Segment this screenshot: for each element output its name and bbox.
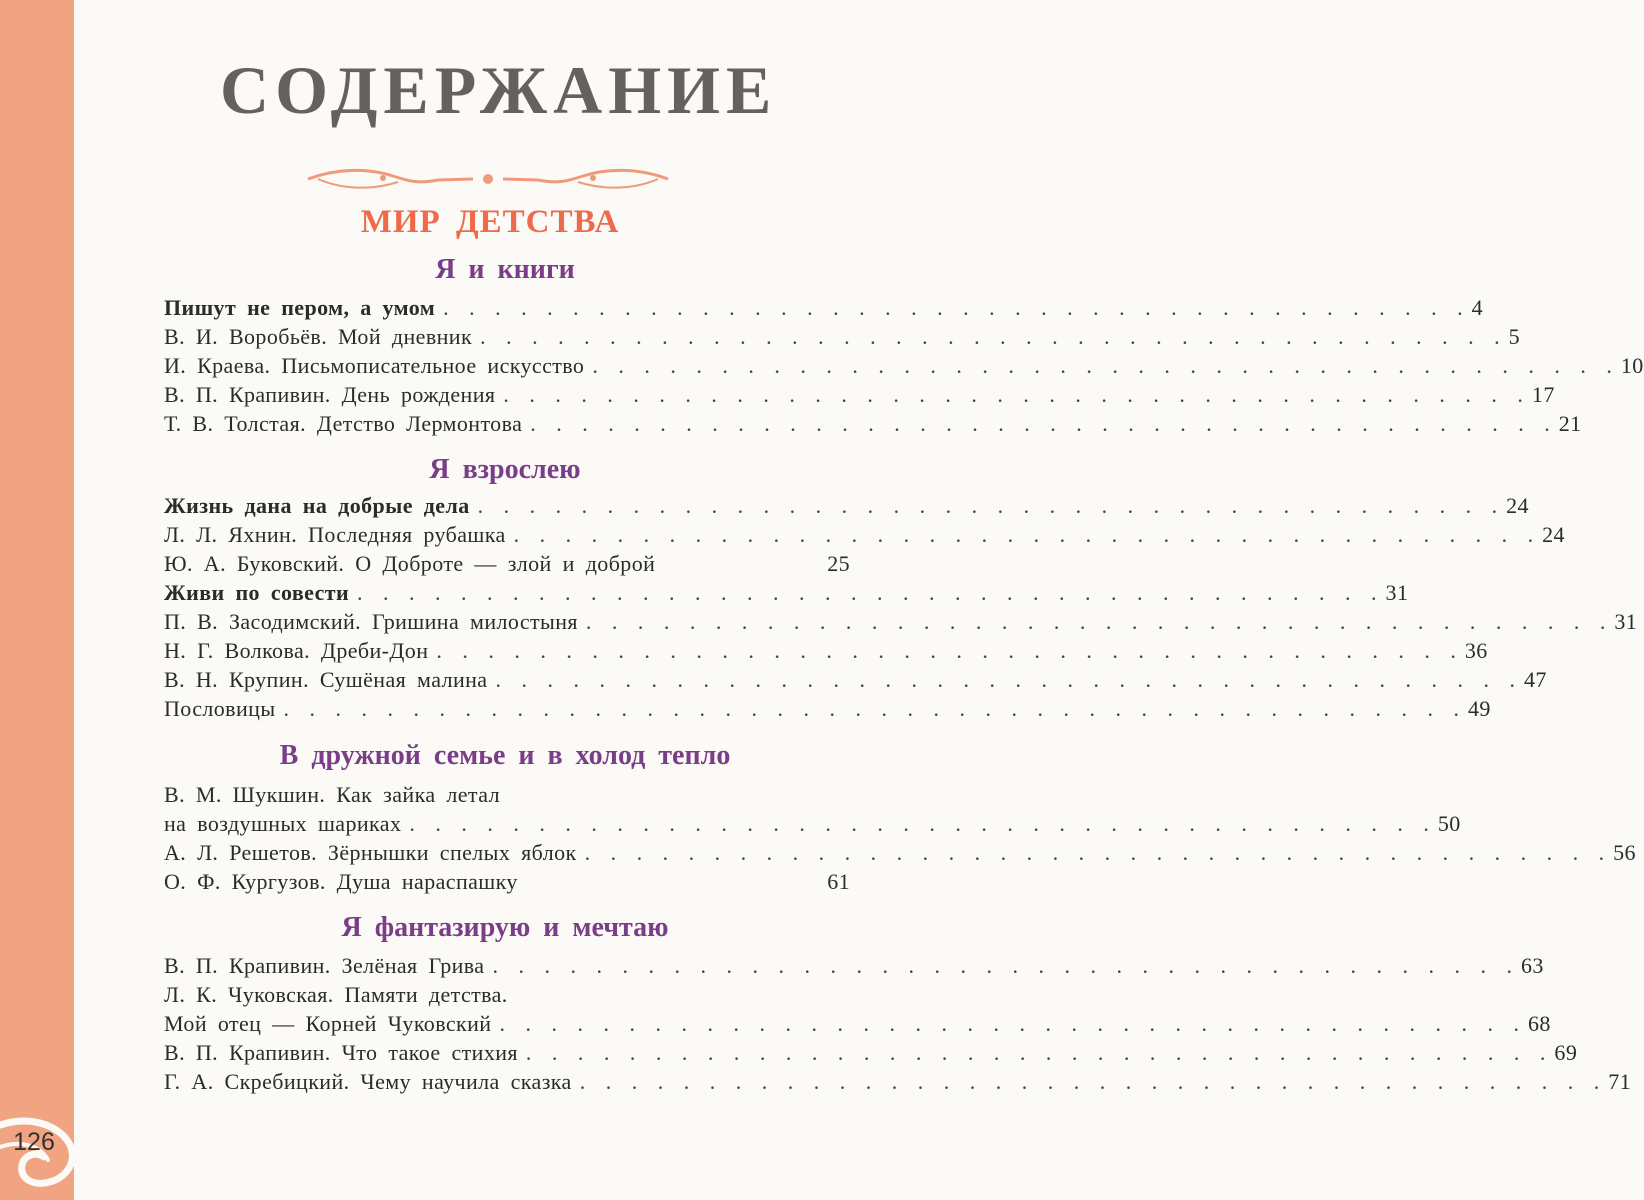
part-title: МИР ДЕТСТВА: [360, 204, 620, 240]
toc-entry[interactable]: Пословицы . . . . . . . . . . . . . . . . . . . . . . . . . . . . . . . . . . . . . . . . . . . . . . 49: [164, 696, 1491, 721]
toc-entry[interactable]: А. Л. Решетов. Зёрнышки спелых яблок . . . . . . . . . . . . . . . . . . . . . . . . . . . . . . . . . . . . . . . . 56: [164, 840, 1636, 865]
toc-entry[interactable]: Л. К. Чуковская. Памяти детства.: [164, 982, 508, 1007]
toc-entry[interactable]: В. Н. Крупин. Сушёная малина . . . . . . . . . . . . . . . . . . . . . . . . . . . . . . . . . . . . . . . . 47: [164, 667, 1547, 692]
toc-entry[interactable]: П. В. Засодимский. Гришина милостыня . . . . . . . . . . . . . . . . . . . . . . . . . . . . . . . . . . . . . . . . 31: [164, 609, 1638, 634]
toc-entry[interactable]: на воздушных шариках . . . . . . . . . . . . . . . . . . . . . . . . . . . . . . . . . . . . . . . . 50: [164, 811, 1461, 836]
toc-entry[interactable]: В. М. Шукшин. Как зайка летал: [164, 782, 500, 807]
toc-entry[interactable]: В. И. Воробьёв. Мой дневник . . . . . . . . . . . . . . . . . . . . . . . . . . . . . . . . . . . . . . . . 5: [164, 324, 1520, 349]
section-title: Я взрослею: [429, 454, 581, 485]
ornament-divider-icon: [298, 166, 678, 192]
toc-entry[interactable]: Живи по совести . . . . . . . . . . . . . . . . . . . . . . . . . . . . . . . . . . . . . . . . 31: [164, 580, 1409, 605]
toc-entry[interactable]: Н. Г. Волкова. Дреби-Дон . . . . . . . . . . . . . . . . . . . . . . . . . . . . . . . . . . . . . . . . 36: [164, 638, 1488, 663]
toc-entry[interactable]: Пишут не пером, а умом . . . . . . . . . . . . . . . . . . . . . . . . . . . . . . . . . . . . . . . . 4: [164, 295, 1484, 320]
toc-entry[interactable]: И. Краева. Письмописательное искусство . . . . . . . . . . . . . . . . . . . . . . . . . . . . . . . . . . . . . . . . 10: [164, 353, 1644, 378]
section-title: В дружной семье и в холод тепло: [279, 740, 731, 771]
toc-entry[interactable]: В. П. Крапивин. День рождения . . . . . . . . . . . . . . . . . . . . . . . . . . . . . . . . . . . . . . . . 17: [164, 382, 1555, 407]
side-color-band: [0, 0, 74, 1200]
section-title: Я фантазирую и мечтаю: [341, 912, 669, 943]
section-title: Я и книги: [435, 254, 575, 285]
toc-entry[interactable]: Г. А. Скребицкий. Чему научила сказка . . . . . . . . . . . . . . . . . . . . . . . . . . . . . . . . . . . . . . . . 71: [164, 1069, 1632, 1094]
toc-entry[interactable]: О. Ф. Кургузов. Душа нараспашку 61: [164, 869, 850, 894]
toc-entry[interactable]: Мой отец — Корней Чуковский . . . . . . . . . . . . . . . . . . . . . . . . . . . . . . . . . . . . . . . . 68: [164, 1011, 1551, 1036]
toc-entry[interactable]: Ю. А. Буковский. О Доброте — злой и доброй 25: [164, 551, 850, 576]
page-number: 126: [13, 1128, 55, 1156]
toc-entry[interactable]: В. П. Крапивин. Зелёная Грива . . . . . . . . . . . . . . . . . . . . . . . . . . . . . . . . . . . . . . . . 63: [164, 953, 1544, 978]
toc-entry[interactable]: Л. Л. Яхнин. Последняя рубашка . . . . . . . . . . . . . . . . . . . . . . . . . . . . . . . . . . . . . . . . 24: [164, 522, 1565, 547]
toc-entry[interactable]: Жизнь дана на добрые дела . . . . . . . . . . . . . . . . . . . . . . . . . . . . . . . . . . . . . . . . 24: [164, 493, 1529, 518]
toc-entry[interactable]: В. П. Крапивин. Что такое стихия . . . . . . . . . . . . . . . . . . . . . . . . . . . . . . . . . . . . . . . . 69: [164, 1040, 1578, 1065]
toc-entry[interactable]: Т. В. Толстая. Детство Лермонтова . . . . . . . . . . . . . . . . . . . . . . . . . . . . . . . . . . . . . . . . 21: [164, 411, 1582, 436]
page-title: СОДЕРЖАНИЕ: [220, 52, 778, 128]
